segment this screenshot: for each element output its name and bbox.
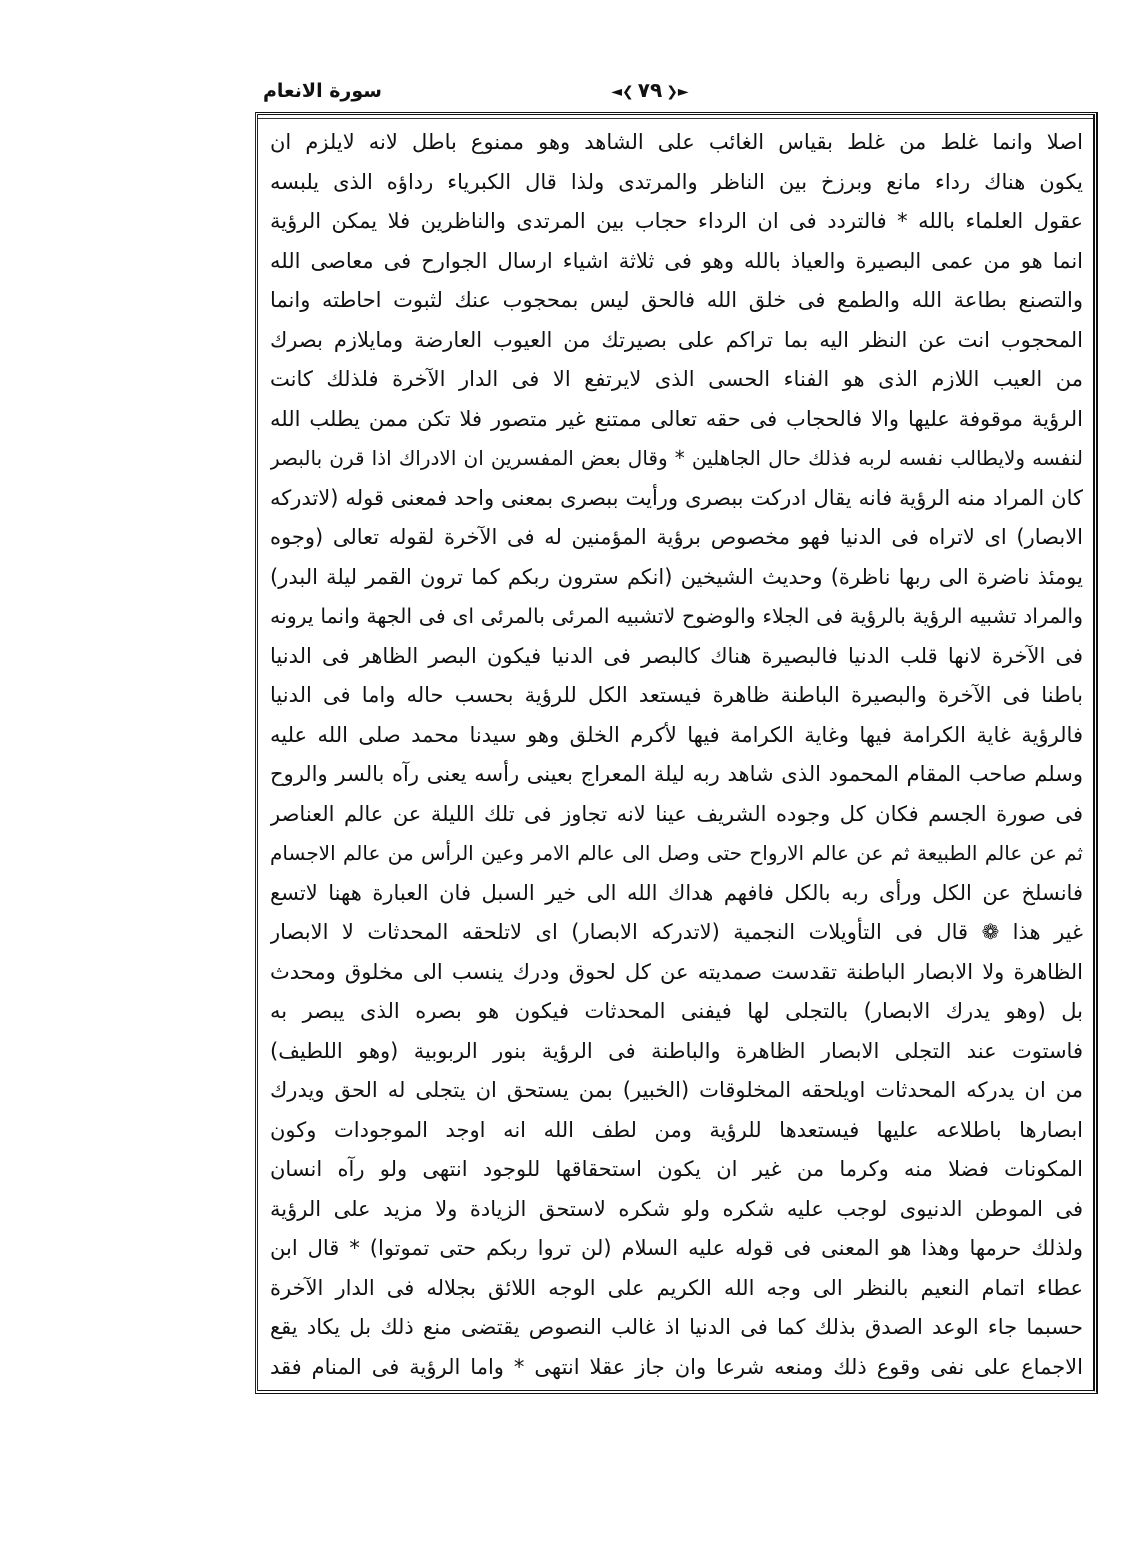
text-line: لنفسه ولايطالب نفسه لربه فذلك حال الجاهلين * وقال بعض المفسرين ان الادراك اذا قرن بالبصر xyxy=(270,446,1083,471)
text-line: ثم عن عالم الطبيعة ثم عن عالم الارواح حتى وصل الى عالم الامر وعين الرأس من عالم الاجسام xyxy=(270,841,1083,866)
text-line: ولذلك حرمها وهذا هو المعنى فى قوله عليه السلام (لن تروا ربكم حتى تموتوا) * قال ابن xyxy=(270,1236,1083,1261)
text-line: كان المراد منه الرؤية فانه يقال ادركت ببصرى ورأيت ببصرى بمعنى واحد فمعنى قوله (لاتدركه xyxy=(270,485,1083,510)
text-line: عطاء اتمام النعيم بالنظر الى وجه الله الكريم على الوجه اللائق بجلاله فى الدار الآخرة xyxy=(270,1275,1083,1300)
text-line: من العيب اللازم الذى هو الفناء الحسى الذى لايرتفع الا فى الدار الآخرة فلذلك كانت xyxy=(270,367,1083,392)
surah-title: سورة الانعام xyxy=(263,80,382,102)
text-line: وسلم صاحب المقام المحمود الذى شاهد ربه ليلة المعراج بعينى رأسه يعنى رآه بالسر والروح xyxy=(270,762,1083,787)
text-line: غير هذا ❁ قال فى التأويلات النجمية (لاتدركه الابصار) اى لاتلحقه المحدثات لا الابصار xyxy=(270,920,1083,945)
body-text xyxy=(270,127,1083,1382)
text-line: والتصنع بطاعة الله والطمع فى خلق الله فالحق ليس بمحجوب عنك لثبوت احاطته وانما xyxy=(270,288,1083,313)
text-line: والمراد تشبيه الرؤية بالرؤية فى الجلاء والوضوح لاتشبيه المرئى بالمرئى اى فى الجهة وانما يرونه xyxy=(270,604,1083,629)
page-number: ٧٩ xyxy=(637,78,663,102)
text-line: يكون هناك رداء مانع وبرزخ بين الناظر والمرتدى ولذا قال الكبرياء رداؤه الذى يلبسه xyxy=(270,169,1083,194)
text-line: المحجوب انت عن النظر اليه بما تراكم على بصيرتك من العيوب العارضة ومايلازم بصرك xyxy=(270,327,1083,352)
right-ornament-icon: ❯► xyxy=(666,83,689,100)
page-header xyxy=(255,78,1100,108)
text-line: الابصار) اى لاتراه فى الدنيا فهو مخصوص برؤية المؤمنين له فى الآخرة لقوله تعالى (وجوه xyxy=(270,525,1083,550)
text-line: فالرؤية غاية الكرامة فيها وغاية الكرامة فيها لأكرم الخلق وهو سيدنا محمد صلى الله عليه xyxy=(270,722,1083,747)
frame-divider xyxy=(258,118,1093,119)
text-line: الظاهرة ولا الابصار الباطنة تقدست صمديته عن كل لحوق ودرك ينسب الى مخلوق ومحدث xyxy=(270,959,1083,984)
text-line: يومئذ ناضرة الى ربها ناظرة) وحديث الشيخين (انكم سترون ربكم كما ترون القمر ليلة البدر) xyxy=(270,564,1083,589)
text-line: المكونات فضلا منه وكرما من غير ان يكون استحقاقها للوجود انتهى ولو رآه انسان xyxy=(270,1157,1083,1182)
text-line: الرؤية موقوفة عليها والا فالحجاب فى حقه تعالى ممتنع غير متصور فلا تكن ممن يطلب الله xyxy=(270,406,1083,431)
text-line: ابصارها باطلاعه عليها فيستعدها للرؤية ومن لطف الله انه اوجد الموجودات وكون xyxy=(270,1117,1083,1142)
text-line: باطنا فى الآخرة والبصيرة الباطنة ظاهرة فيستعد الكل للرؤية بحسب حاله واما فى الدنيا xyxy=(270,683,1083,708)
text-line: من ان يدركه المحدثات اويلحقه المخلوقات (الخبير) بمن يستحق ان يتجلى له الحق ويدرك xyxy=(270,1078,1083,1103)
text-line: فاستوت عند التجلى الابصار الظاهرة والباطنة فى الرؤية بنور الربوبية (وهو اللطيف) xyxy=(270,1038,1083,1063)
text-line: بل (وهو يدرك الابصار) بالتجلى لها فيفنى المحدثات فيكون هو بصره الذى يبصر به xyxy=(270,999,1083,1024)
text-line: فانسلخ عن الكل ورأى ربه بالكل فافهم هداك الله الى خير السبل فان العبارة ههنا لاتسع xyxy=(270,880,1083,905)
text-frame xyxy=(255,112,1098,1394)
left-ornament-icon: ◄❮ xyxy=(611,83,634,100)
text-line: عقول العلماء بالله * فالتردد فى ان الرداء حجاب بين المرتدى والناظرين فلا يمكن الرؤية xyxy=(270,209,1083,234)
text-line: فى الموطن الدنيوى لوجب عليه شكره ولو شكره لاستحق الزيادة ولا مزيد على الرؤية xyxy=(270,1196,1083,1221)
page-number-block xyxy=(585,78,715,102)
text-line: انما هو من عمى البصيرة والعياذ بالله وهو فى ثلاثة اشياء ارسال الجوارح فى معاصى الله xyxy=(270,248,1083,273)
text-line: حسبما جاء الوعد الصدق بذلك كما فى الدنيا اذ غالب النصوص يقتضى منع ذلك بل يكاد يقع xyxy=(270,1315,1083,1340)
text-line: اصلا وانما غلط من غلط بقياس الغائب على الشاهد وهو ممنوع باطل لانه لايلزم ان xyxy=(270,130,1083,154)
text-line: فى الآخرة لانها قلب الدنيا فالبصيرة هناك كالبصر فى الدنيا فيكون البصر الظاهر فى الدنيا xyxy=(270,643,1083,668)
text-line: فى صورة الجسم فكان كل وجوده الشريف عينا لانه تجاوز فى تلك الليلة عن عالم العناصر xyxy=(270,801,1083,826)
text-line: الاجماع على نفى وقوع ذلك ومنعه شرعا وان جاز عقلا انتهى * واما الرؤية فى المنام فقد xyxy=(270,1354,1083,1379)
